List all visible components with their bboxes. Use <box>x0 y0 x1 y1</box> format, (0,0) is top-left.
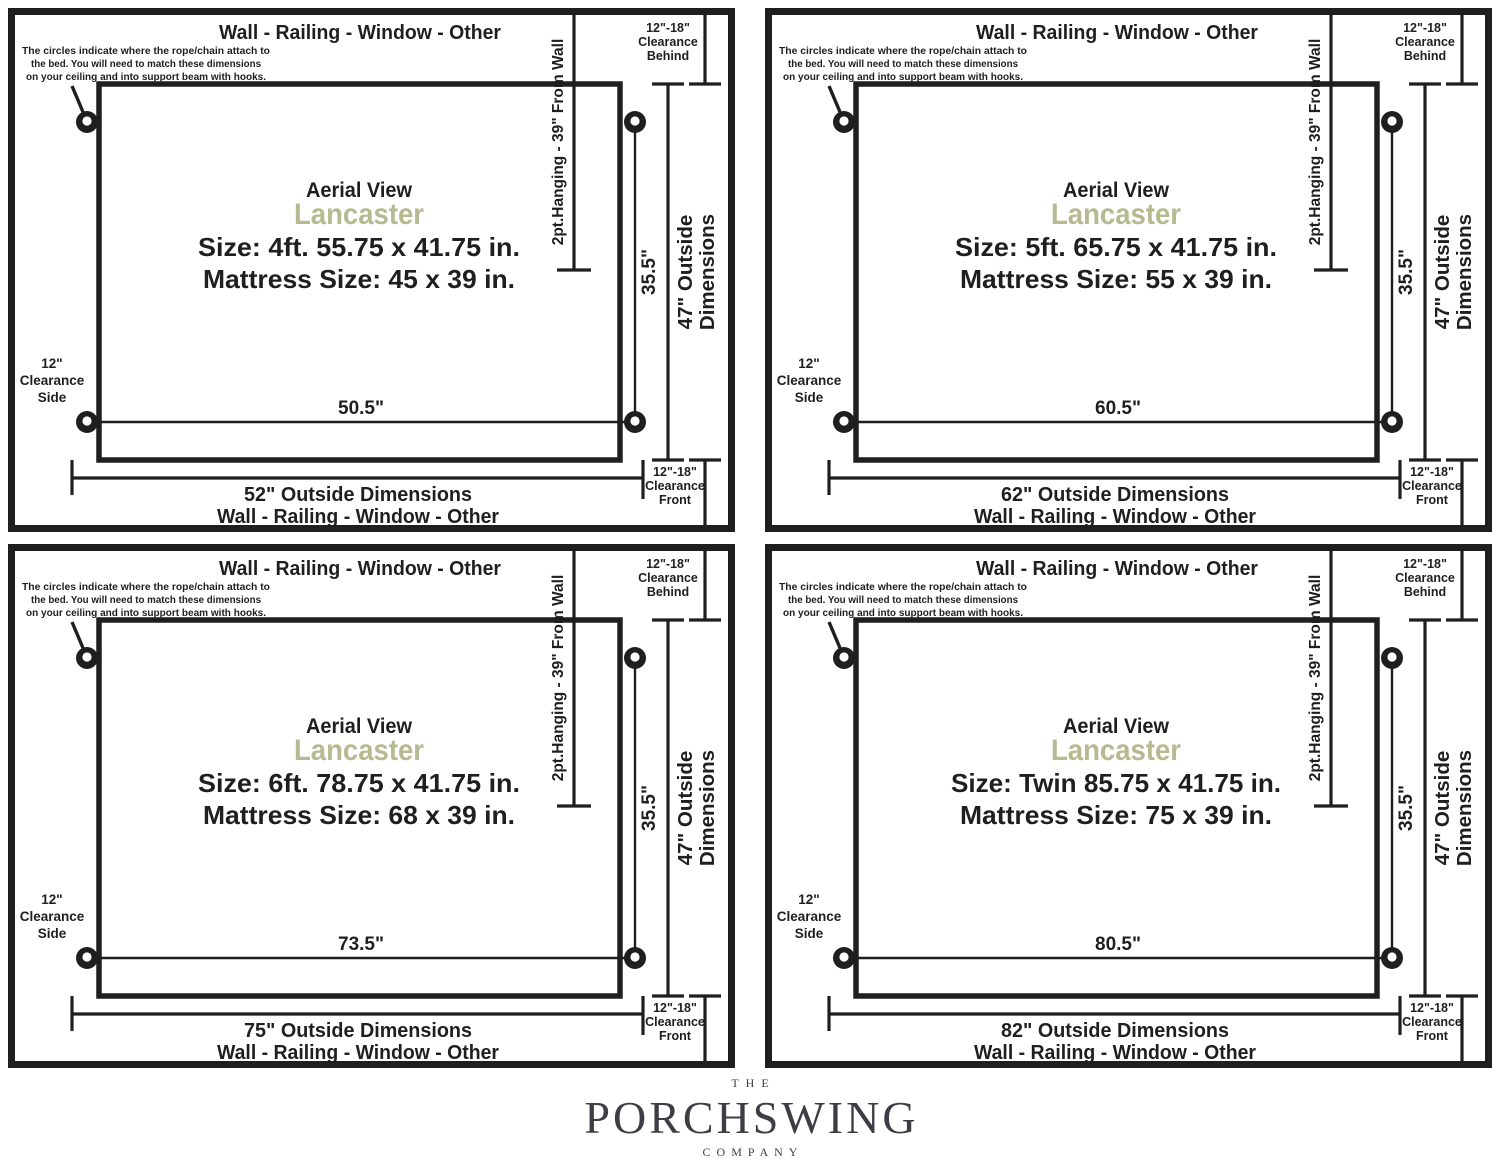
attachment-ring-top-left <box>833 111 855 133</box>
brand-logo-the: THE <box>731 1076 776 1090</box>
inner-depth-label: 35.5" <box>639 785 660 831</box>
clearance-side-label: Clearance <box>19 909 85 924</box>
rope-note-line1: The circles indicate where the rope/chain attach to <box>22 46 270 57</box>
clearance-behind-label: Behind <box>1403 49 1447 63</box>
inner-width-label: 50.5" <box>338 398 384 419</box>
size-label: Size: 6ft. 78.75 x 41.75 in. <box>198 768 520 798</box>
clearance-front-label: Front <box>659 493 691 507</box>
inner-width-label: 60.5" <box>1095 398 1141 419</box>
wall-label-top: Wall - Railing - Window - Other <box>976 557 1259 580</box>
rope-note-line3: on your ceiling and into support beam with hooks. <box>783 608 1024 619</box>
clearance-behind-label: 12"-18" <box>1403 557 1447 571</box>
outside-width-label: 75" Outside Dimensions <box>244 1019 472 1042</box>
size-label: Size: 4ft. 55.75 x 41.75 in. <box>198 232 520 262</box>
clearance-front-label: 12"-18" <box>1410 1001 1454 1015</box>
clearance-front-label: Clearance <box>645 1015 705 1029</box>
inner-width-label: 73.5" <box>338 934 384 955</box>
outside-depth-label-line2: Dimensions <box>696 213 719 331</box>
panel-5ft-diagram <box>765 8 1492 532</box>
clearance-front-label: 12"-18" <box>1410 465 1454 479</box>
attachment-ring-bottom-left <box>833 947 855 969</box>
attachment-ring-top-right <box>624 647 646 669</box>
note-pointer-line <box>829 86 840 112</box>
attachment-ring-top-left <box>833 647 855 669</box>
clearance-front-label: 12"-18" <box>653 465 697 479</box>
note-pointer-line <box>72 86 83 112</box>
panel-twin <box>765 544 1492 1068</box>
aerial-view-label: Aerial View <box>306 179 413 202</box>
aerial-view-label: Aerial View <box>1063 179 1170 202</box>
clearance-behind-label: Behind <box>646 49 690 63</box>
inner-width-label: 80.5" <box>1095 934 1141 955</box>
clearance-side-label: Side <box>37 390 67 405</box>
rope-note-line2: the bed. You will need to match these dimensions <box>31 59 262 70</box>
hanging-label: 2pt.Hanging - 39" From Wall <box>1307 574 1324 782</box>
attachment-ring-top-left <box>76 647 98 669</box>
clearance-behind-label: Behind <box>646 585 690 599</box>
clearance-behind-label: Clearance <box>1395 35 1455 49</box>
outside-depth-label-line1: 47" Outside <box>674 750 697 866</box>
clearance-front-label: Clearance <box>645 479 705 493</box>
brand-logo-company: COMPANY <box>702 1144 804 1159</box>
hanging-label: 2pt.Hanging - 39" From Wall <box>550 38 567 246</box>
aerial-view-label: Aerial View <box>306 715 413 738</box>
clearance-side-label: 12" <box>41 892 63 907</box>
outside-depth-label-line1: 47" Outside <box>1431 214 1454 330</box>
brand-logo <box>0 1076 1500 1159</box>
clearance-behind-label: 12"-18" <box>646 557 690 571</box>
clearance-behind-label: Behind <box>1403 585 1447 599</box>
clearance-behind-label: Clearance <box>638 571 698 585</box>
aerial-view-label: Aerial View <box>1063 715 1170 738</box>
attachment-ring-top-right <box>624 111 646 133</box>
clearance-behind-label: 12"-18" <box>1403 21 1447 35</box>
mattress-size-label: Mattress Size: 55 x 39 in. <box>960 264 1272 294</box>
attachment-ring-bottom-left <box>76 947 98 969</box>
outside-depth-label-line2: Dimensions <box>696 749 719 867</box>
attachment-ring-bottom-right <box>624 947 646 969</box>
rope-note-line2: the bed. You will need to match these dimensions <box>788 59 1019 70</box>
panel-6ft-diagram <box>8 544 735 1068</box>
clearance-side-label: Side <box>794 926 824 941</box>
attachment-ring-bottom-right <box>624 411 646 433</box>
wall-label-top: Wall - Railing - Window - Other <box>219 21 502 44</box>
attachment-ring-top-right <box>1381 111 1403 133</box>
clearance-side-label: Clearance <box>776 909 842 924</box>
panel-4ft-diagram <box>8 8 735 532</box>
panel-5ft <box>765 8 1492 532</box>
panel-4ft <box>8 8 735 532</box>
outside-depth-label-line1: 47" Outside <box>674 214 697 330</box>
attachment-ring-bottom-right <box>1381 411 1403 433</box>
clearance-side-label: 12" <box>41 356 63 371</box>
mattress-size-label: Mattress Size: 45 x 39 in. <box>203 264 515 294</box>
rope-note-line2: the bed. You will need to match these dimensions <box>788 595 1019 606</box>
outside-depth-label-line2: Dimensions <box>1453 749 1476 867</box>
hanging-label: 2pt.Hanging - 39" From Wall <box>1307 38 1324 246</box>
rope-note-line3: on your ceiling and into support beam with hooks. <box>26 608 267 619</box>
model-name: Lancaster <box>1051 198 1182 231</box>
panel-6ft <box>8 544 735 1068</box>
model-name: Lancaster <box>294 734 425 767</box>
wall-label-top: Wall - Railing - Window - Other <box>219 557 502 580</box>
rope-note-line3: on your ceiling and into support beam with hooks. <box>26 72 267 83</box>
model-name: Lancaster <box>1051 734 1182 767</box>
attachment-ring-top-left <box>76 111 98 133</box>
hanging-label: 2pt.Hanging - 39" From Wall <box>550 574 567 782</box>
wall-label-bottom: Wall - Railing - Window - Other <box>217 505 500 528</box>
clearance-side-label: Clearance <box>776 373 842 388</box>
wall-label-top: Wall - Railing - Window - Other <box>976 21 1259 44</box>
wall-label-bottom: Wall - Railing - Window - Other <box>974 1041 1257 1064</box>
clearance-front-label: Front <box>1416 1029 1448 1043</box>
mattress-size-label: Mattress Size: 75 x 39 in. <box>960 800 1272 830</box>
inner-depth-label: 35.5" <box>639 249 660 295</box>
model-name: Lancaster <box>294 198 425 231</box>
clearance-side-label: 12" <box>798 356 820 371</box>
inner-depth-label: 35.5" <box>1396 249 1417 295</box>
size-label: Size: 5ft. 65.75 x 41.75 in. <box>955 232 1277 262</box>
outside-depth-label-line2: Dimensions <box>1453 213 1476 331</box>
mattress-size-label: Mattress Size: 68 x 39 in. <box>203 800 515 830</box>
outside-depth-label-line1: 47" Outside <box>1431 750 1454 866</box>
clearance-front-label: Front <box>1416 493 1448 507</box>
clearance-front-label: Clearance <box>1402 479 1462 493</box>
wall-label-bottom: Wall - Railing - Window - Other <box>974 505 1257 528</box>
wall-label-bottom: Wall - Railing - Window - Other <box>217 1041 500 1064</box>
note-pointer-line <box>829 622 840 648</box>
clearance-front-label: Front <box>659 1029 691 1043</box>
clearance-front-label: 12"-18" <box>653 1001 697 1015</box>
rope-note-line1: The circles indicate where the rope/chain attach to <box>22 582 270 593</box>
clearance-side-label: Side <box>794 390 824 405</box>
clearance-behind-label: Clearance <box>1395 571 1455 585</box>
clearance-behind-label: 12"-18" <box>646 21 690 35</box>
rope-note-line1: The circles indicate where the rope/chain attach to <box>779 582 1027 593</box>
clearance-front-label: Clearance <box>1402 1015 1462 1029</box>
attachment-ring-bottom-left <box>76 411 98 433</box>
attachment-ring-bottom-right <box>1381 947 1403 969</box>
outside-width-label: 62" Outside Dimensions <box>1001 483 1229 506</box>
attachment-ring-top-right <box>1381 647 1403 669</box>
outside-width-label: 52" Outside Dimensions <box>244 483 472 506</box>
clearance-side-label: Side <box>37 926 67 941</box>
clearance-side-label: 12" <box>798 892 820 907</box>
note-pointer-line <box>72 622 83 648</box>
rope-note-line3: on your ceiling and into support beam with hooks. <box>783 72 1024 83</box>
size-label: Size: Twin 85.75 x 41.75 in. <box>951 768 1281 798</box>
clearance-side-label: Clearance <box>19 373 85 388</box>
panel-twin-diagram <box>765 544 1492 1068</box>
attachment-ring-bottom-left <box>833 411 855 433</box>
outside-width-label: 82" Outside Dimensions <box>1001 1019 1229 1042</box>
clearance-behind-label: Clearance <box>638 35 698 49</box>
brand-logo-name: PORCHSWING <box>584 1092 919 1143</box>
rope-note-line1: The circles indicate where the rope/chain attach to <box>779 46 1027 57</box>
rope-note-line2: the bed. You will need to match these dimensions <box>31 595 262 606</box>
inner-depth-label: 35.5" <box>1396 785 1417 831</box>
